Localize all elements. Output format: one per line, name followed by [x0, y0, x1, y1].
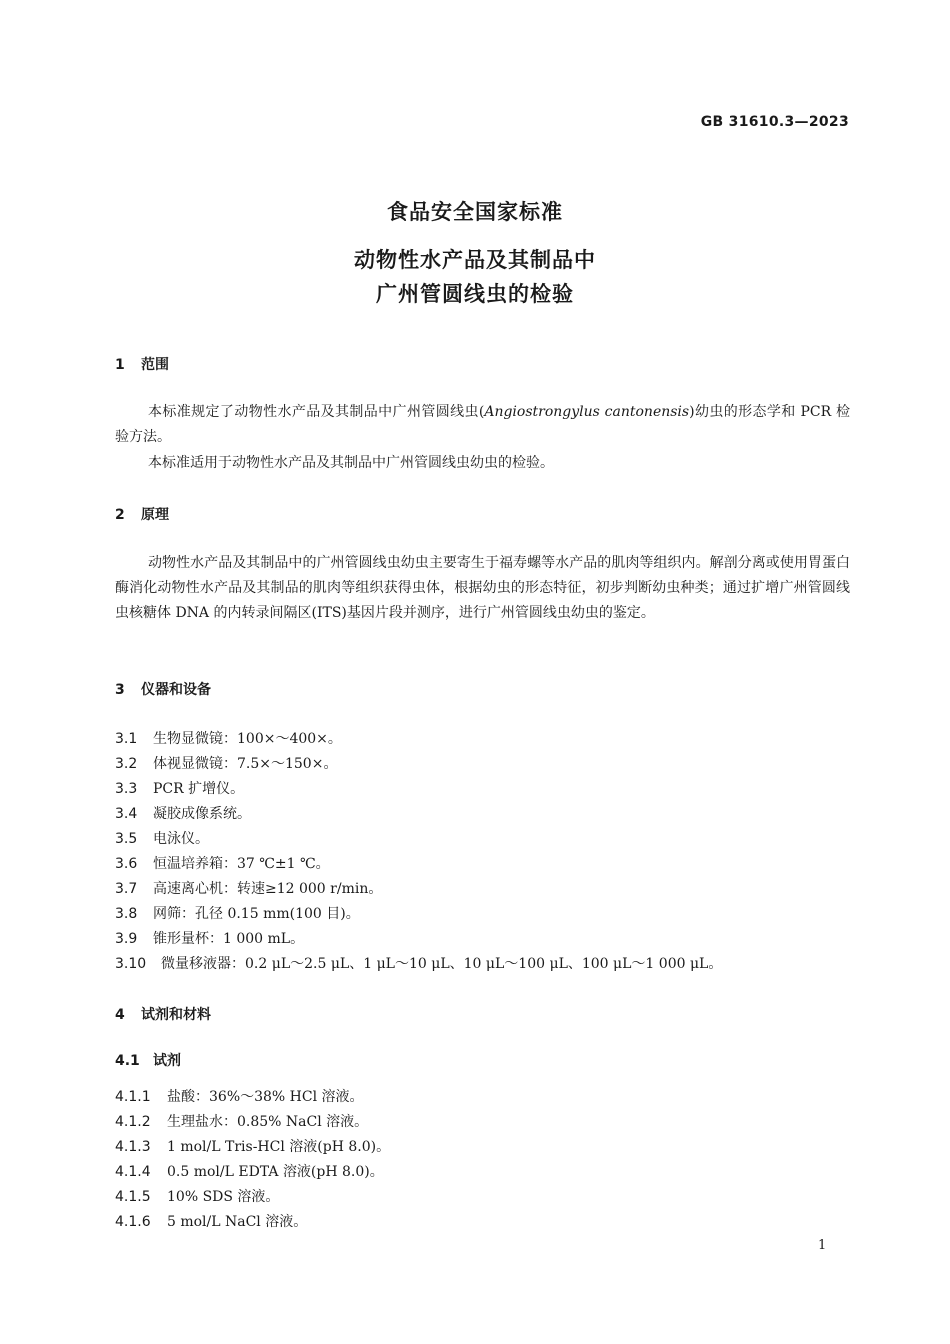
list-item	[115, 928, 304, 948]
item-text: 10% SDS 溶液。	[167, 1189, 280, 1205]
document-title-line-1: 动物性水产品及其制品中	[354, 248, 596, 272]
item-number: 4.1.6	[115, 1214, 151, 1230]
item-number: 4.1.5	[115, 1189, 151, 1205]
item-text: 电泳仪。	[153, 831, 209, 847]
list-item	[115, 728, 342, 748]
section-number: 4	[115, 1007, 125, 1023]
paragraph-scope-2: 本标准适用于动物性水产品及其制品中广州管圆线虫幼虫的检验。	[148, 455, 554, 471]
item-number: 3.1	[115, 731, 138, 747]
document-title-main: 食品安全国家标准	[387, 200, 563, 224]
list-item	[115, 1111, 368, 1131]
page-number: 1	[818, 1238, 827, 1253]
item-number: 3.10	[115, 956, 147, 972]
item-text: 1 mol/L Tris-HCl 溶液(pH 8.0)。	[167, 1139, 391, 1155]
list-item	[115, 1161, 384, 1181]
list-item	[115, 953, 722, 973]
item-number: 3.5	[115, 831, 138, 847]
subsection-number: 4.1	[115, 1053, 140, 1069]
latin-species-name: Angiostrongylus cantonensis	[484, 404, 690, 420]
item-text: 体视显微镜：7.5×～150×。	[153, 756, 338, 772]
item-number: 4.1.2	[115, 1114, 151, 1130]
item-number: 3.2	[115, 756, 138, 772]
item-number: 3.7	[115, 881, 138, 897]
item-text: 凝胶成像系统。	[153, 806, 251, 822]
section-title: 原理	[141, 507, 169, 523]
list-item	[115, 778, 244, 798]
subsection-title: 试剂	[153, 1053, 181, 1069]
section-title: 仪器和设备	[141, 682, 211, 698]
list-item	[115, 1211, 307, 1231]
list-item	[115, 878, 382, 898]
item-text: 高速离心机：转速≥12 000 r/min。	[153, 881, 383, 897]
item-number: 3.3	[115, 781, 138, 797]
section-number: 1	[115, 357, 125, 373]
section-title: 范围	[141, 357, 169, 373]
document-title-line-2: 广州管圆线虫的检验	[376, 282, 574, 306]
item-text: 0.5 mol/L EDTA 溶液(pH 8.0)。	[167, 1164, 384, 1180]
item-text: 网筛：孔径 0.15 mm(100 目)。	[153, 906, 360, 922]
paragraph-principle: 动物性水产品及其制品中的广州管圆线虫幼虫主要寄生于福寿螺等水产品的肌肉等组织内。解剖分离或使用胃蛋白酶消化动物性水产品及其制品的肌肉等组织获得虫体，根据幼虫的形态特征，初步判断幼虫种类；通过扩增广州管圆线虫核糖体 DNA 的内转录间隔区(ITS)基因片段并测序，进行广州管圆线虫幼虫的鉴定。	[115, 555, 850, 621]
item-text: 锥形量杯：1 000 mL。	[153, 931, 305, 947]
item-number: 4.1.1	[115, 1089, 151, 1105]
list-item	[115, 1136, 390, 1156]
section-number: 2	[115, 507, 125, 523]
list-item	[115, 753, 337, 773]
section-heading-reagents-materials	[115, 1004, 211, 1024]
list-item	[115, 803, 251, 823]
list-item	[115, 828, 209, 848]
item-text: 盐酸：36%～38% HCl 溶液。	[167, 1089, 364, 1105]
list-item	[115, 1186, 279, 1206]
item-text: 微量移液器：0.2 μL～2.5 μL、1 μL～10 μL、10 μL～100 μL、100 μL～1 000 μL。	[161, 956, 723, 972]
item-text: 恒温培养箱：37 ℃±1 ℃。	[153, 856, 330, 872]
paragraph-scope-1	[115, 400, 850, 450]
item-text: 生理盐水：0.85% NaCl 溶液。	[167, 1114, 369, 1130]
paragraph-text: )幼虫的形态学和 PCR 检验方法。	[115, 404, 850, 445]
section-heading-instruments	[115, 679, 211, 699]
section-number: 3	[115, 682, 125, 698]
section-heading-principle	[115, 504, 169, 524]
item-number: 3.4	[115, 806, 138, 822]
standard-code: GB 31610.3—2023	[700, 114, 849, 130]
item-number: 4.1.3	[115, 1139, 151, 1155]
item-text: PCR 扩增仪。	[153, 781, 245, 797]
item-text: 5 mol/L NaCl 溶液。	[167, 1214, 308, 1230]
list-item	[115, 903, 360, 923]
section-title: 试剂和材料	[141, 1007, 211, 1023]
paragraph-text: 本标准规定了动物性水产品及其制品中广州管圆线虫(	[148, 404, 485, 420]
item-number: 3.9	[115, 931, 138, 947]
list-item	[115, 1086, 364, 1106]
subsection-heading-reagents	[115, 1050, 181, 1070]
item-number: 3.8	[115, 906, 138, 922]
section-heading-scope	[115, 354, 169, 374]
item-number: 3.6	[115, 856, 138, 872]
list-item	[115, 853, 330, 873]
item-text: 生物显微镜：100×～400×。	[153, 731, 342, 747]
item-number: 4.1.4	[115, 1164, 151, 1180]
